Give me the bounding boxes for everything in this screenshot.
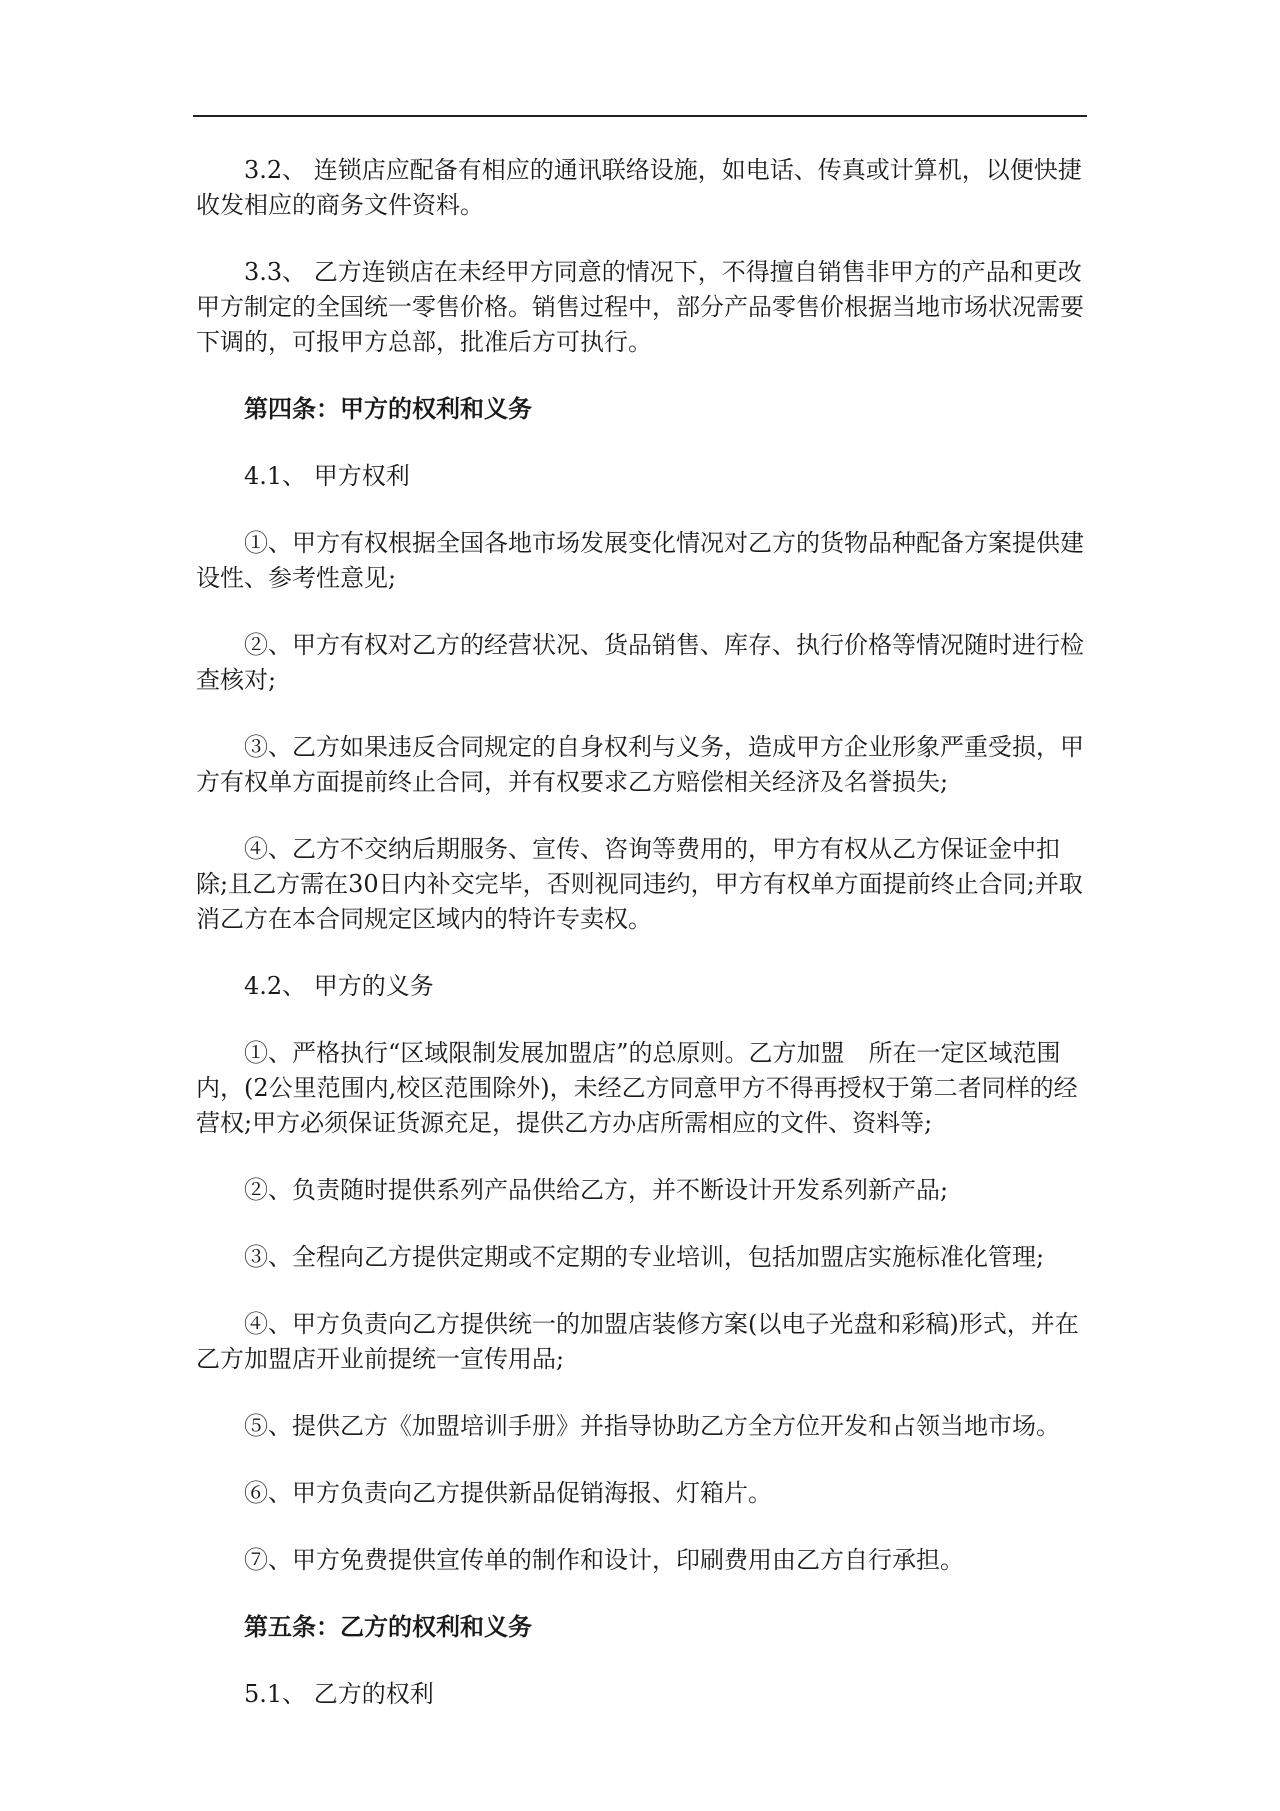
clause-4-2-item-1: ①、严格执行“区域限制发展加盟店”的总原则。乙方加盟 所在一定区域范围内，(2公里范围内,校区范围除外)，未经乙方同意甲方不得再授权于第二者同样的经营权;甲方必须保证货源充足，提供乙方办店所需相应的文件、资料等; (196, 1039, 1078, 1137)
clause-4-1-item-2: ②、甲方有权对乙方的经营状况、货品销售、库存、执行价格等情况随时进行检查核对; (196, 631, 1084, 694)
clause-4-2-item-4: ④、甲方负责向乙方提供统一的加盟店装修方案(以电子光盘和彩稿)形式，并在乙方加盟店开业前提统一宣传用品; (196, 1310, 1079, 1373)
clause-5-1-title: 5.1、 乙方的权利 (244, 1680, 434, 1708)
clause-4-2-item-2: ②、负责随时提供系列产品供给乙方，并不断设计开发系列新产品; (244, 1176, 949, 1204)
clause-4-2-item-3: ③、全程向乙方提供定期或不定期的专业培训，包括加盟店实施标准化管理; (244, 1243, 1045, 1271)
clause-4-2-item-7: ⑦、甲方免费提供宣传单的制作和设计，印刷费用由乙方自行承担。 (244, 1546, 964, 1574)
clause-4-2-item-5: ⑤、提供乙方《加盟培训手册》并指导协助乙方全方位开发和占领当地市场。 (244, 1412, 1060, 1440)
clause-4-1-item-3: ③、乙方如果违反合同规定的自身权利与义务，造成甲方企业形象严重受损，甲方有权单方面提前终止合同，并有权要求乙方赔偿相关经济及名誉损失; (196, 733, 1084, 796)
clause-3-3: 3.3、 乙方连锁店在未经甲方同意的情况下，不得擅自销售非甲方的产品和更改甲方制定的全国统一零售价格。销售过程中，部分产品零售价根据当地市场状况需要下调的，可报甲方总部，批准后方可执行。 (196, 258, 1084, 356)
article-4-heading: 第四条：甲方的权利和义务 (244, 395, 532, 423)
clause-4-2-title: 4.2、 甲方的义务 (244, 972, 434, 1000)
header-rule (193, 115, 1087, 117)
clause-4-1-item-1: ①、甲方有权根据全国各地市场发展变化情况对乙方的货物品种配备方案提供建设性、参考性意见; (196, 529, 1084, 592)
article-5-heading: 第五条：乙方的权利和义务 (244, 1613, 532, 1641)
clause-3-2: 3.2、 连锁店应配备有相应的通讯联络设施，如电话、传真或计算机，以便快捷收发相应的商务文件资料。 (196, 156, 1082, 219)
clause-4-1-item-4: ④、乙方不交纳后期服务、宣传、咨询等费用的，甲方有权从乙方保证金中扣除;且乙方需在30日内补交完毕，否则视同违约，甲方有权单方面提前终止合同;并取消乙方在本合同规定区域内的特许专卖权。 (196, 835, 1083, 933)
document-body (196, 153, 1088, 1744)
clause-4-2-item-6: ⑥、甲方负责向乙方提供新品促销海报、灯箱片。 (244, 1479, 772, 1507)
clause-4-1-title: 4.1、 甲方权利 (244, 462, 410, 490)
